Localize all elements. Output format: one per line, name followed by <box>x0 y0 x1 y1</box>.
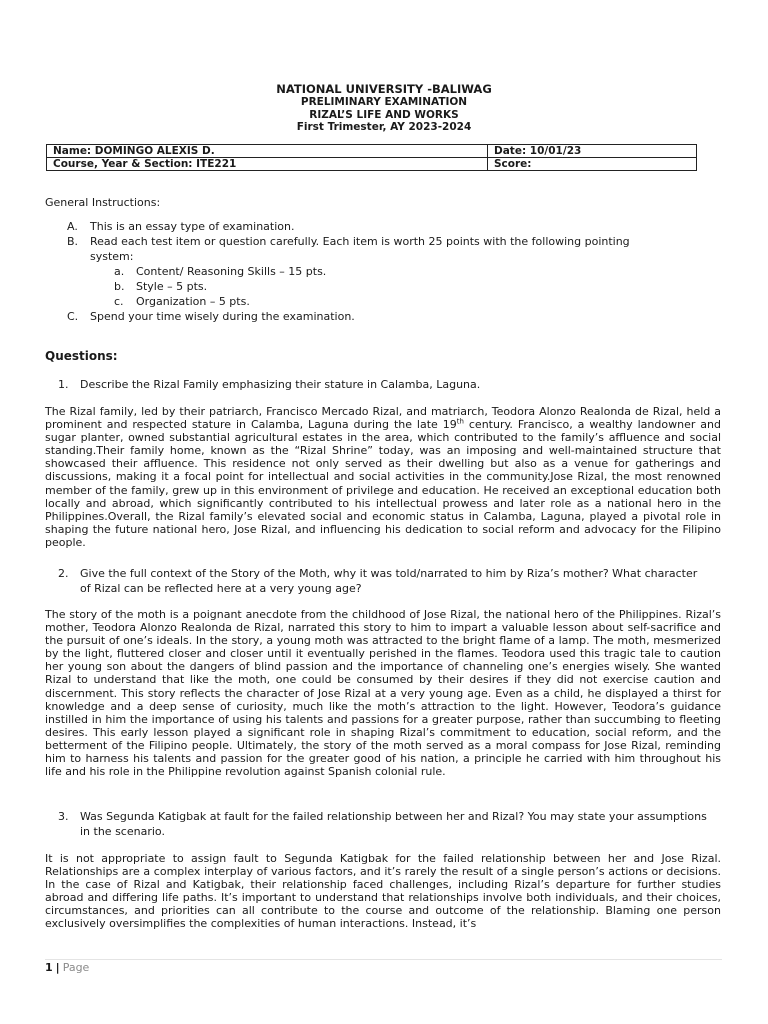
footer-divider <box>45 959 722 960</box>
page-footer <box>45 961 89 974</box>
answer-1: The Rizal family, led by their patriarch, Francisco Mercado Rizal, and matriarch, Teodora Alonzo Realonda de Rizal, held a prominent and respected stature in Calamba, Laguna during the late 19th century. Francisco, a wealthy landowner and sugar planter, owned substantial agricultural estates in the area, which contributed to the family’s affluence and social standing.Their family home, known as the “Rizal Shrine” today, was an imposing and well-maintained structure that showcased their affluence. This residence not only served as their dwelling but also as a venue for gatherings and discussions, making it a focal point for intellectual and social activities in the community.Jose Rizal, the most renowned member of the family, grew up in this environment of privilege and education. He received an exceptional education both locally and abroad, which significantly contributed to his intellectual prowess and later role as a national hero in the Philippines.Overall, the Rizal family’s elevated social and economic status in Calamba, Laguna, played a pivotal role in shaping the future national hero, Jose Rizal, and influencing his dedication to social reform and advocacy for the Filipino people. <box>45 405 721 549</box>
info-row <box>47 158 697 171</box>
term-label: First Trimester, AY 2023-2024 <box>296 121 472 133</box>
student-info-table <box>46 144 697 171</box>
course-section: Course, Year & Section: ITE221 <box>47 158 488 171</box>
student-name: Name: DOMINGO ALEXIS D. <box>47 145 488 158</box>
page-number: 1 <box>45 961 53 974</box>
answer-3: It is not appropriate to assign fault to Segunda Katigbak for the failed relationship between her and Jose Rizal. Relationships are a complex interplay of various factors, and it’s rarely the result of a single person’s actions or decisions. In the case of Rizal and Katigbak, their relationship faced challenges, including Rizal’s departure for further studies abroad and differing life paths. It’s important to understand that relationships involve both individuals, and their choices, circumstances, and priorities can all contribute to the course and outcome of the relationship. Blaming one person exclusively oversimplifies the complexities of human interactions. Instead, it’s <box>45 852 721 931</box>
score-field: Score: <box>488 158 697 171</box>
question-2: 2. Give the full context of the Story of the Moth, why it was told/narrated to him by Riza’s mother? What character of Rizal can be reflected here at a very young age? <box>58 567 698 595</box>
footer-separator: | <box>55 961 60 974</box>
question-3: 3. Was Segunda Katigbak at fault for the failed relationship between her and Rizal? You may state your assumptions in the scenario. <box>58 810 707 838</box>
page-label: Page <box>62 961 90 974</box>
question-1: 1. Describe the Rizal Family emphasizing their stature in Calamba, Laguna. <box>58 378 481 391</box>
university-name: NATIONAL UNIVERSITY -BALIWAG <box>276 82 492 96</box>
course-title: RIZAL’S LIFE AND WORKS <box>309 108 459 121</box>
instructions-title: General Instructions: <box>45 196 161 209</box>
document-page: NATIONAL UNIVERSITY -BALIWAG PRELIMINARY EXAMINATION RIZAL’S LIFE AND WORKS First Trimester, AY 2023-2024 Name: DOMINGO ALEXIS D. Date: 10/01/23 Course, Year & Section: ITE221 Score: General Instructions: A. This is an essay type of examination. B. Read each test item or question carefully. Each item is worth 25 points with the following pointing system: a. Content/ Reasoning Skills – 15 pts. b. Style – 5 pts. c. Organization – 5 pts. C. Spend your time wisely during the examination. Questions: 1. Describe the Rizal Family emphasizing their stature in Calamba, Laguna. The Rizal family, led by their patriarch, Francisco Mercado Rizal, and matriarch, Teodora Alonzo Realonda de Rizal, held a prominent and respected stature in Calamba, Laguna during the late 19th century. Francisco, a wealthy landowner and sugar planter, owned substantial agricultural estates in the area, which contributed to the family’s affluence and social standing.Their family home, known as the “Rizal Shrine” today, was an imposing and well-maintained structure that showcased their affluence. This residence not only served as their dwelling but also as a venue for gatherings and discussions, making it a focal point for intellectual and social activities in the community.Jose Rizal, the most renowned member of the family, grew up in this environment of privilege and education. He received an exceptional education both locally and abroad, which significantly contributed to his intellectual prowess and later role as a national hero in the Philippines.Overall, the Rizal family’s elevated social and economic status in Calamba, Laguna, played a pivotal role in shaping the future national hero, Jose Rizal, and influencing his dedication to social reform and advocacy for the Filipino people. 2. Give the full context of the Story of the Moth, why it was told/narrated to him by Riza’s mother? What character of Rizal can be reflected here at a very young age? The story of the moth is a poignant anecdote from the childhood of Jose Rizal, the national hero of the Philippines. Rizal’s mother, Teodora Alonzo Realonda de Rizal, narrated this story to him to impart a valuable lesson about self-sacrifice and the pursuit of one’s ideals. In the story, a young moth was attracted to the bright flame of a lamp. The moth, mesmerized by the light, fluttered closer and closer until it eventually perished in the flames. Teodora used this tragic tale to caution her young son about the dangers of blind passion and the importance of channeling one’s energies wisely. She wanted Rizal to understand that like the moth, one could be consumed by their desires if they did not exercise caution and discernment. This story reflects the character of Jose Rizal at a very young age. Even as a child, he displayed a thirst for knowledge and a deep sense of curiosity, much like the moth’s attraction to the light. However, Teodora’s guidance instilled in him the importance of using his talents and passions for a greater purpose, rather than succumbing to fleeting desires. This early lesson played a significant role in shaping Rizal’s commitment to education, social reform, and the betterment of the Filipino people. Ultimately, the story of the moth served as a moral compass for Jose Rizal, reminding him to harness his talents and passion for the greater good of his nation, a principle he carried with him throughout his life and his role in the Philippine revolution against Spanish colonial rule. 3. Was Segunda Katigbak at fault for the failed relationship between her and Rizal? You may state your assumptions in the scenario. It is not appropriate to assign fault to Segunda Katigbak for the failed relationship between her and Jose Rizal. Relationships are a complex interplay of various factors, and it’s rarely the result of a single person’s actions or decisions. In the case of Rizal and Katigbak, their relationship faced challenges, including Rizal’s departure for further studies abroad and differing life paths. It’s important to understand that relationships involve both individuals, and their choices, circumstances, and priorities can all contribute to the course and outcome of the relationship. Blaming one person exclusively oversimplifies the complexities of human interactions. Instead, it’s 1 | Page <box>0 0 768 1024</box>
exam-date: Date: 10/01/23 <box>488 145 697 158</box>
document-header <box>0 82 768 134</box>
answer-2: The story of the moth is a poignant anecdote from the childhood of Jose Rizal, the national hero of the Philippines. Rizal’s mother, Teodora Alonzo Realonda de Rizal, narrated this story to him to impart a valuable lesson about self-sacrifice and the pursuit of one’s ideals. In the story, a young moth was attracted to the bright flame of a lamp. The moth, mesmerized by the light, fluttered closer and closer until it eventually perished in the flames. Teodora used this tragic tale to caution her young son about the dangers of blind passion and the importance of channeling one’s energies wisely. She wanted Rizal to understand that like the moth, one could be consumed by their desires if they did not exercise caution and discernment. This story reflects the character of Jose Rizal at a very young age. Even as a child, he displayed a thirst for knowledge and a deep sense of curiosity, much like the moth’s attraction to the light. However, Teodora’s guidance instilled in him the importance of using his talents and passions for a greater purpose, rather than succumbing to fleeting desires. This early lesson played a significant role in shaping Rizal’s commitment to education, social reform, and the betterment of the Filipino people. Ultimately, the story of the moth served as a moral compass for Jose Rizal, reminding him to harness his talents and passion for the greater good of his nation, a principle he carried with him throughout his life and his role in the Philippine revolution against Spanish colonial rule. <box>45 608 721 779</box>
exam-title: PRELIMINARY EXAMINATION <box>300 96 468 108</box>
questions-heading: Questions: <box>45 349 118 363</box>
info-row <box>47 145 697 158</box>
